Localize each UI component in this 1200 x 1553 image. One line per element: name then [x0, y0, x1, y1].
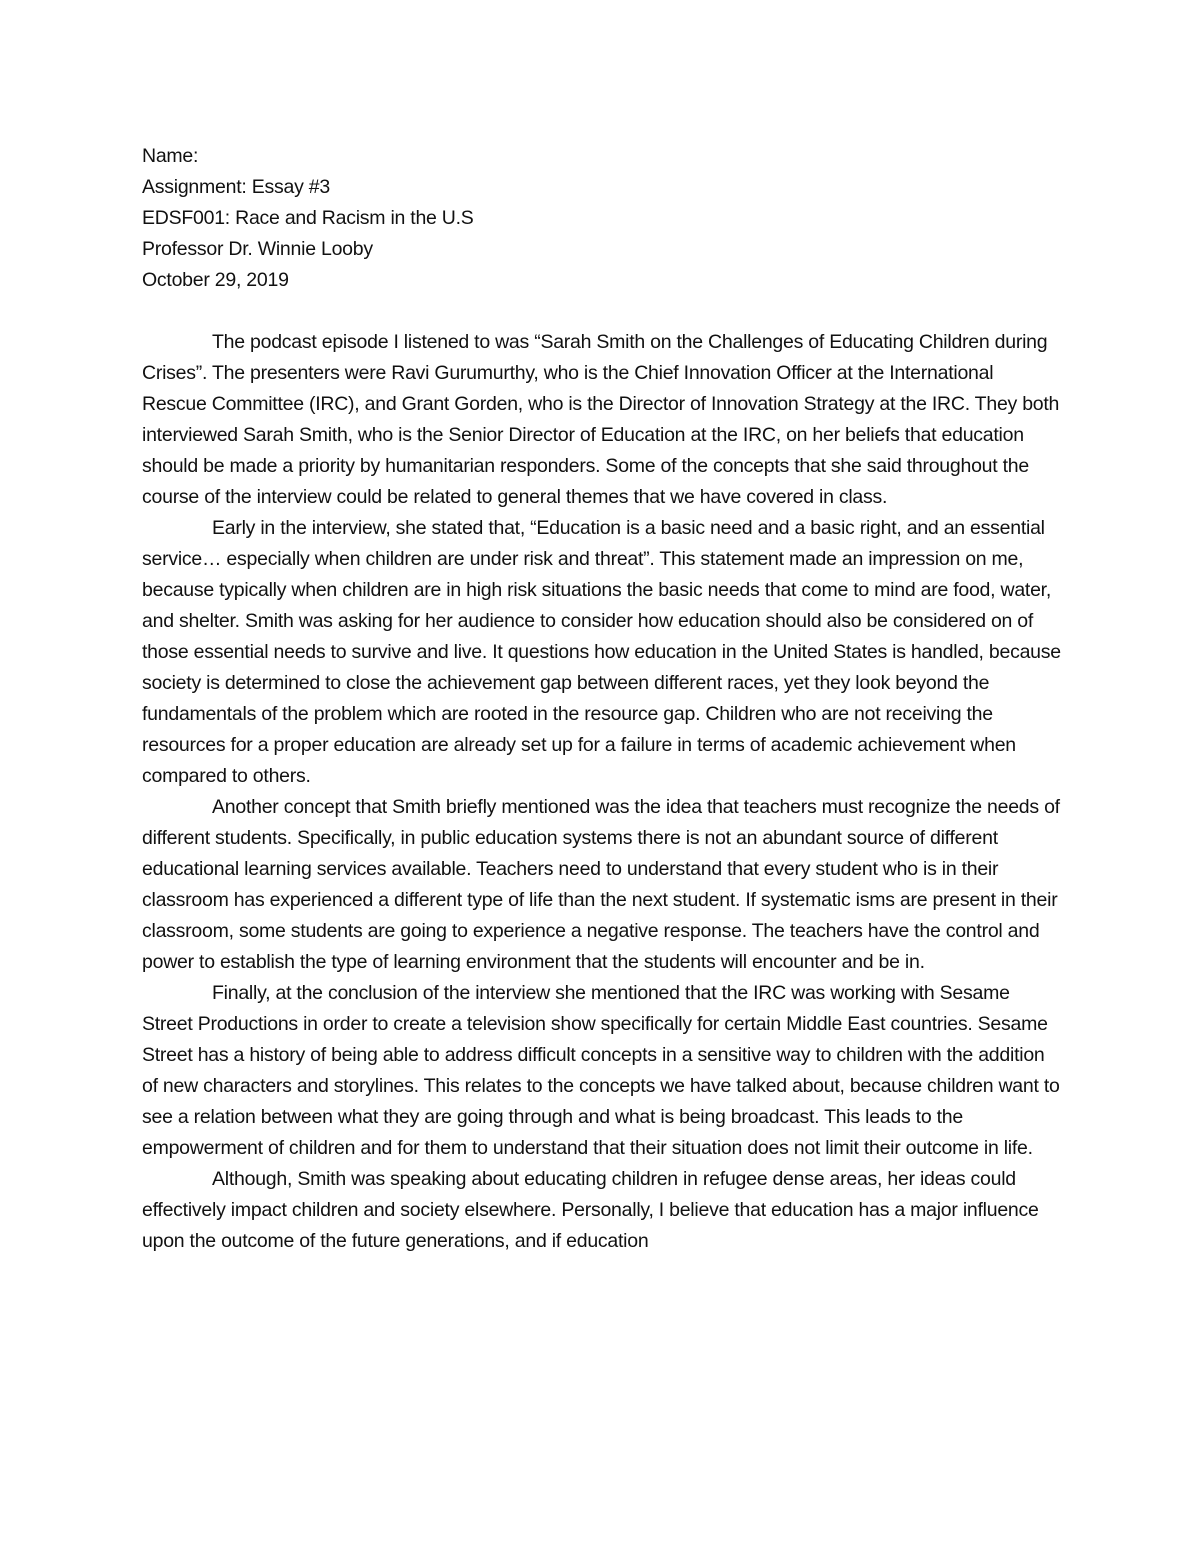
paragraph-education-basic-need: Early in the interview, she stated that, “Education is a basic need and a basic right, and an essential service… especially when children are under risk and threat”. This statement made an impression on me, because typically when children are in high risk situations the basic needs that come to mind are food, water, and shelter. Smith was asking for her audience to consider how education should also be considered on of those essential needs to survive and live. It questions how education in the United States is handled, because society is determined to close the achievement gap between different races, yet they look beyond the fundamentals of the problem which are rooted in the resource gap. Children who are not receiving the resources for a proper education are already set up for a failure in terms of academic achievement when compared to others. [142, 517, 1061, 787]
paragraph-sesame-street: Finally, at the conclusion of the interview she mentioned that the IRC was working with Sesame Street Productions in order to create a television show specifically for certain Middle East countries. Sesame Street has a history of being able to address difficult concepts in a sensitive way to children with the addition of new characters and storylines. This relates to the concepts we have talked about, because children want to see a relation between what they are going through and what is being broadcast. This leads to the empowerment of children and for them to understand that their situation does not limit their outcome in life. [142, 982, 1060, 1159]
document-content [142, 141, 1062, 1257]
header-spacer [142, 296, 1062, 327]
paragraph-conclusion: Although, Smith was speaking about educating children in refugee dense areas, her ideas could effectively impact children and society elsewhere. Personally, I believe that education has a major influence upon the outcome of the future generations, and if education [142, 1168, 1039, 1252]
professor-line: Professor Dr. Winnie Looby [142, 238, 373, 260]
paragraph-teacher-needs: Another concept that Smith briefly mentioned was the idea that teachers must recognize the needs of different students. Specifically, in public education systems there is not an abundant source of different educational learning services available. Teachers need to understand that every student who is in their classroom has experienced a different type of life than the next student. If systematic isms are present in their classroom, some students are going to experience a negative response. The teachers have the control and power to establish the type of learning environment that the students will encounter and be in. [142, 796, 1060, 973]
paragraph-podcast-intro: The podcast episode I listened to was “Sarah Smith on the Challenges of Educating Children during Crises”. The presenters were Ravi Gurumurthy, who is the Chief Innovation Officer at the International Rescue Committee (IRC), and Grant Gorden, who is the Director of Innovation Strategy at the IRC. They both interviewed Sarah Smith, who is the Senior Director of Education at the IRC, on her beliefs that education should be made a priority by humanitarian responders. Some of the concepts that she said throughout the course of the interview could be related to general themes that we have covered in class. [142, 331, 1060, 508]
student-name-line: Name: [142, 145, 199, 167]
assignment-line: Assignment: Essay #3 [142, 176, 330, 198]
course-line: EDSF001: Race and Racism in the U.S [142, 207, 474, 229]
date-line: October 29, 2019 [142, 269, 289, 291]
